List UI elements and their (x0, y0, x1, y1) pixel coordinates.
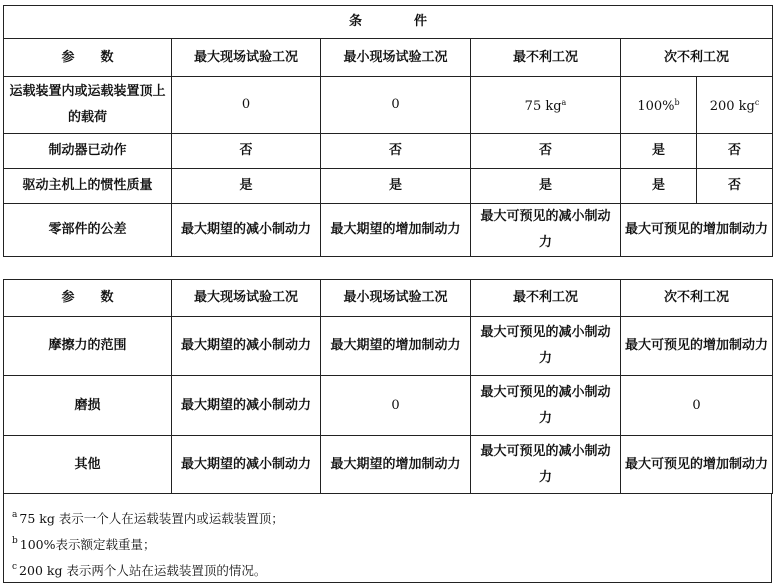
header-parameter: 参 数 (4, 39, 172, 77)
cell: 最大可预见的减小制动力 (471, 436, 621, 494)
cell: 否 (697, 169, 773, 204)
cell: 否 (321, 134, 471, 169)
cell: 最大期望的减小制动力 (172, 436, 321, 494)
row-label-inertia-mass: 驱动主机上的惯性质量 (4, 169, 172, 204)
table-title: 条 件 (4, 6, 773, 39)
header-max-field-test: 最大现场试验工况 (172, 39, 321, 77)
header-min-field-test: 最小现场试验工况 (321, 39, 471, 77)
cell: 0 (621, 376, 773, 436)
table-row (4, 376, 773, 436)
footnote-mark: c (754, 98, 760, 107)
header-worst-case: 最不利工况 (471, 280, 621, 317)
row-label-tolerance: 零部件的公差 (4, 204, 172, 257)
cell: 最大可预见的增加制动力 (621, 317, 773, 376)
footnote-mark: b (674, 98, 680, 107)
cell: 最大期望的增加制动力 (321, 317, 471, 376)
footnote-mark: a (561, 98, 567, 107)
cell: 0 (321, 77, 471, 134)
cell: 是 (621, 134, 697, 169)
cell: 0 (321, 376, 471, 436)
cell: 最大期望的减小制动力 (172, 204, 321, 257)
cell: 最大可预见的减小制动力 (471, 376, 621, 436)
table-row (4, 77, 773, 134)
row-label-brake-applied: 制动器已动作 (4, 134, 172, 169)
row-label-load: 运载装置内或运载装置顶上的载荷 (4, 77, 172, 134)
header-second-worst-case: 次不利工况 (621, 39, 773, 77)
cell: 否 (471, 134, 621, 169)
table-row (4, 204, 773, 257)
cell: 200 $kg^c$ (697, 77, 773, 134)
footnotes (3, 494, 772, 583)
conditions-table-continued (3, 279, 773, 494)
header-worst-case: 最不利工况 (471, 39, 621, 77)
row-label-wear: 磨损 (4, 376, 172, 436)
cell: 是 (471, 169, 621, 204)
cell: 100%$^b$ (621, 77, 697, 134)
row-label-friction-range: 摩擦力的范围 (4, 317, 172, 376)
cell: 是 (321, 169, 471, 204)
footnote-c: $^c$ 200 kg 表示两个人站在运载装置顶的情况。 (12, 562, 267, 578)
header-second-worst-case: 次不利工况 (621, 280, 773, 317)
cell: 最大可预见的增加制动力 (621, 204, 773, 257)
cell: 75 $kg^a$ (471, 77, 621, 134)
cell: 最大期望的减小制动力 (172, 317, 321, 376)
cell: 否 (172, 134, 321, 169)
footnote-b: $^b$ 100%表示额定载重量； (12, 536, 156, 552)
cell: 是 (172, 169, 321, 204)
table-row (4, 134, 773, 169)
row-label-other: 其他 (4, 436, 172, 494)
header-parameter: 参 数 (4, 280, 172, 317)
cell: 最大可预见的减小制动力 (471, 204, 621, 257)
cell: 最大可预见的减小制动力 (471, 317, 621, 376)
conditions-table (3, 5, 773, 257)
cell: 否 (697, 134, 773, 169)
cell: 最大期望的减小制动力 (172, 376, 321, 436)
cell: 是 (621, 169, 697, 204)
cell: 最大期望的增加制动力 (321, 204, 471, 257)
cell: 0 (172, 77, 321, 134)
table-row (4, 169, 773, 204)
cell: 最大期望的增加制动力 (321, 436, 471, 494)
header-min-field-test: 最小现场试验工况 (321, 280, 471, 317)
footnote-a: $^a$ 75 kg 表示一个人在运载装置内或运载装置顶； (12, 510, 284, 526)
table-row (4, 317, 773, 376)
header-max-field-test: 最大现场试验工况 (172, 280, 321, 317)
cell: 最大可预见的增加制动力 (621, 436, 773, 494)
table-row (4, 436, 773, 494)
